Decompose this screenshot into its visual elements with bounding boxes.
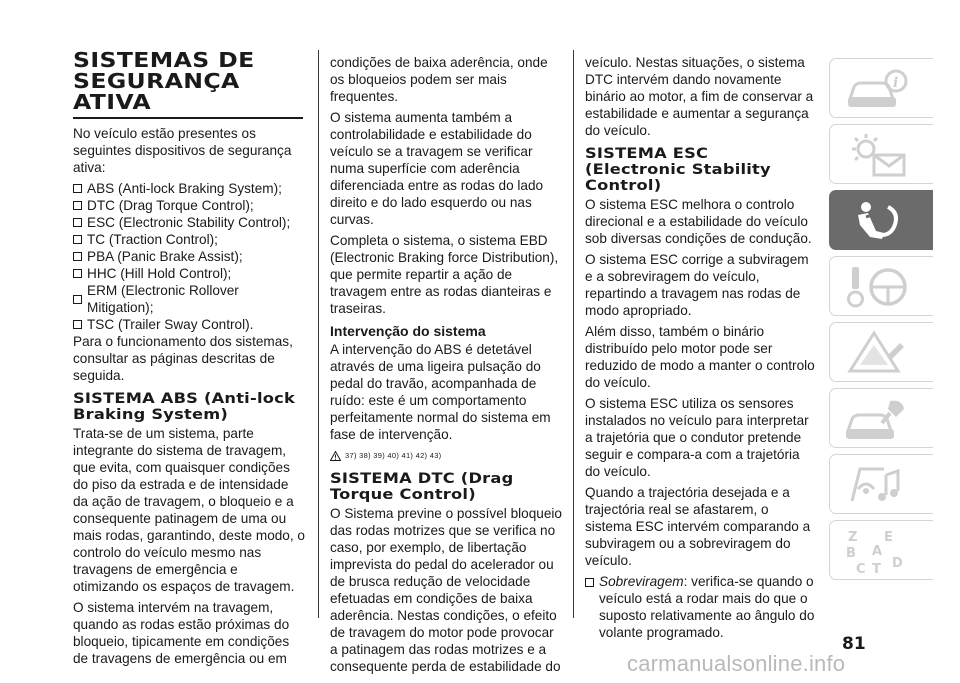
abs-paragraph-1: Trata-se de um sistema, parte integrante do sistema de travagem, que evita, com quaisquer condições do piso da estrada e de intensidade da ação de travagem, o bloqueio e a consequente patinagem de uma ou mais rodas, garantindo, deste modo, o controlo do veículo mesmo nas travagens de emergência e otimizando os espaços de travagem. <box>73 426 305 594</box>
paragraph: Quando a trajectória desejada e a trajectória real se afastarem, o sistema ESC intervém comparando a subviragem ou a sobreviragem do veículo. <box>585 485 811 568</box>
bullet-box-icon <box>73 295 82 304</box>
index-letters-icon <box>844 527 914 575</box>
list-item: TC (Traction Control); <box>73 231 305 248</box>
svg-text:C: C <box>856 562 866 575</box>
list-item: ESC (Electronic Stability Control); <box>73 214 305 231</box>
warning-references <box>330 447 562 464</box>
car-info-icon <box>844 65 914 113</box>
paragraph: O sistema ESC corrige a subviragem e a sobreviragem do veículo, repartindo a travagem nas rodas de modo apropriado. <box>585 252 809 318</box>
watermark: carmanualsonline.info <box>627 651 846 676</box>
bullet-box-icon <box>73 218 82 227</box>
section-title-line1: SISTEMAS DE <box>73 48 255 72</box>
bullet-box-icon <box>585 578 594 587</box>
abs-heading: SISTEMA ABS (Anti-lock Braking System) <box>73 391 295 423</box>
tab-lights-messages[interactable] <box>829 124 933 184</box>
tab-index[interactable] <box>829 520 933 580</box>
warning-triangle-icon <box>844 329 914 377</box>
paragraph: O sistema ESC utiliza os sensores instalados no veículo para interpretar a trajetória que o condutor pretende seguir e compara-a com a trajetória do veículo. <box>585 396 809 479</box>
paragraph: Completa o sistema, o sistema EBD (Electronic Braking force Distribution), que permite repartir a ação de travagem entre as rodas dianteiras e traseiras. <box>330 233 559 316</box>
list-item: PBA (Panic Brake Assist); <box>73 248 305 265</box>
paragraph: Além disso, também o binário distribuído pelo motor pode ser reduzido de modo a manter o controlo do veículo. <box>585 324 815 390</box>
svg-text:E: E <box>884 530 893 545</box>
paragraph: O sistema aumenta também a controlabilidade e estabilidade do veículo se a travagem se verificar numa superfície com aderência diferenciada entre as rodas do lado direito e do lado esquerdo ou nas curvas. <box>330 110 544 227</box>
column-middle <box>330 54 562 679</box>
esc-heading: SISTEMA ESC (Electronic Stability Control) <box>585 146 771 194</box>
tab-emergency[interactable] <box>829 322 933 382</box>
list-item: DTC (Drag Torque Control); <box>73 197 305 214</box>
seat-airbag-icon <box>844 197 914 245</box>
paragraph: veículo. Nestas situações, o sistema DTC intervém dando novamente binário ao motor, a fim de conservar a estabilidade e aumentar a segurança do veículo. <box>585 55 814 138</box>
svg-text:Z: Z <box>848 530 858 545</box>
tab-car-info[interactable] <box>829 58 933 118</box>
systems-list <box>73 180 305 333</box>
column-right <box>585 54 817 641</box>
lights-message-icon <box>844 131 914 179</box>
svg-text:T: T <box>872 562 881 575</box>
warning-refs-text: 37) 38) 39) 40) 41) 42) 43) <box>345 451 442 460</box>
page-number: 81 <box>842 634 866 654</box>
key-steering-icon <box>844 263 914 311</box>
paragraph: O sistema ESC melhora o controlo direcional e a estabilidade do veículo sob diversas condições de condução. <box>585 197 812 246</box>
svg-text:B: B <box>846 546 856 561</box>
note-text: : verifica-se quando o veículo está a rodar mais do que o suposto relativamente ao ângulo do volante programado. <box>599 574 815 640</box>
list-item: TSC (Trailer Sway Control). <box>73 316 305 333</box>
bullet-box-icon <box>73 235 82 244</box>
dtc-heading: SISTEMA DTC (Drag Torque Control) <box>330 471 514 503</box>
bullet-box-icon <box>73 184 82 193</box>
oversteer-note <box>585 573 817 641</box>
column-divider <box>573 50 574 618</box>
bullet-box-icon <box>73 320 82 329</box>
column-left <box>73 50 305 671</box>
intervention-heading: Intervenção do sistema <box>330 323 486 339</box>
after-list-paragraph: Para o funcionamento dos sistemas, consultar as páginas descritas de seguida. <box>73 334 293 383</box>
chapter-tabs <box>829 58 933 586</box>
tab-safety[interactable] <box>829 190 933 250</box>
tab-maintenance[interactable] <box>829 388 933 448</box>
column-divider <box>318 50 319 618</box>
list-item: HHC (Hill Hold Control); <box>73 265 305 282</box>
svg-text:A: A <box>872 544 883 559</box>
abs-paragraph-2: O sistema intervém na travagem, quando as rodas estão próximas do bloqueio, tipicamente em condições de travagens de emergência ou em <box>73 600 290 666</box>
bullet-box-icon <box>73 201 82 210</box>
svg-text:i: i <box>893 75 899 91</box>
car-wrench-icon <box>844 395 914 443</box>
svg-text:D: D <box>892 556 903 571</box>
title-underline <box>73 117 303 119</box>
section-title-line2: SEGURANÇA ATIVA <box>73 69 240 114</box>
tab-starting-driving[interactable] <box>829 256 933 316</box>
paragraph: O Sistema previne o possível bloqueio das rodas motrizes que se verifica no caso, por exemplo, de libertação imprevista do pedal do acelerador ou de brusca redução de velocidade efetuadas em condições de baixa aderência. Nestas condições, o efeito de travagem do motor pode provocar a patinagem das rodas motrizes e a consequente perda de estabilidade do <box>330 506 562 674</box>
paragraph: condições de baixa aderência, onde os bloqueios podem ser mais frequentes. <box>330 55 548 104</box>
intro-paragraph: No veículo estão presentes os seguintes dispositivos de segurança ativa: <box>73 126 292 175</box>
multimedia-icon <box>844 461 914 509</box>
bullet-box-icon <box>73 269 82 278</box>
bullet-box-icon <box>73 252 82 261</box>
warning-triangle-icon <box>330 451 341 461</box>
list-item: ERM (Electronic Rollover Mitigation); <box>73 282 305 316</box>
list-item: ABS (Anti-lock Braking System); <box>73 180 305 197</box>
note-term: Sobreviragem <box>599 574 684 589</box>
tab-multimedia[interactable] <box>829 454 933 514</box>
paragraph: A intervenção do ABS é detetável através de uma ligeira pulsação do pedal do travão, acompanhada de ruído: este é um comportamento perfeitamente normal do sistema em fase de intervenção. <box>330 342 551 442</box>
